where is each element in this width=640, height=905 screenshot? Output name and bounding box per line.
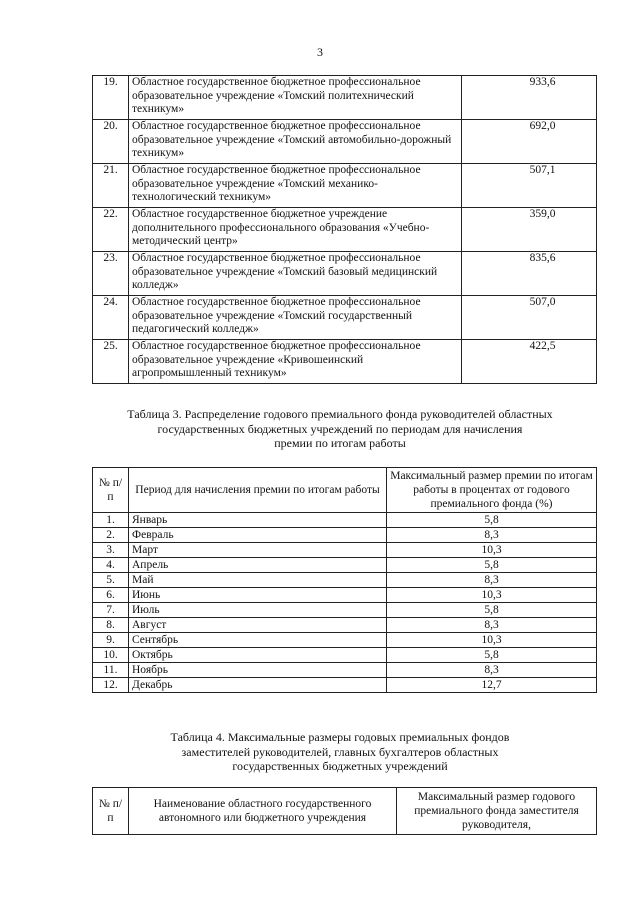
caption-line: Таблица 3. Распределение годового премиального фонда руководителей областных <box>127 407 553 421</box>
table-row <box>93 603 597 618</box>
period-name: Июль <box>129 603 387 618</box>
row-number: 8. <box>93 618 129 633</box>
row-number: 1. <box>93 513 129 528</box>
fund-value: 692,0 <box>462 120 597 164</box>
percent-value: 10,3 <box>387 633 597 648</box>
percent-value: 5,8 <box>387 603 597 618</box>
row-number: 3. <box>93 543 129 558</box>
period-name: Декабрь <box>129 678 387 693</box>
institution-name: Областное государственное бюджетное профессиональное образовательное учреждение «Томский механико-технологический техникум» <box>129 164 462 208</box>
table-header-row <box>93 468 597 513</box>
table-row <box>93 588 597 603</box>
percent-value: 5,8 <box>387 513 597 528</box>
row-number: 25. <box>93 340 129 384</box>
table-row <box>93 543 597 558</box>
row-number: 21. <box>93 164 129 208</box>
table-header-row <box>93 788 597 835</box>
caption-line: премии по итогам работы <box>274 436 406 450</box>
table-row <box>93 76 597 120</box>
period-name: Апрель <box>129 558 387 573</box>
table-row <box>93 633 597 648</box>
deputy-fund-table <box>92 787 597 835</box>
percent-value: 10,3 <box>387 588 597 603</box>
institution-name: Областное государственное бюджетное профессиональное образовательное учреждение «Томский базовый медицинский колледж» <box>129 252 462 296</box>
table-row <box>93 663 597 678</box>
row-number: 5. <box>93 573 129 588</box>
table-row <box>93 513 597 528</box>
row-number: 12. <box>93 678 129 693</box>
table4-caption <box>60 730 620 774</box>
caption-line: Таблица 4. Максимальные размеры годовых премиальных фондов <box>170 730 510 744</box>
institution-name: Областное государственное бюджетное профессиональное образовательное учреждение «Томский политехнический техникум» <box>129 76 462 120</box>
percent-value: 8,3 <box>387 573 597 588</box>
table-row <box>93 208 597 252</box>
fund-value: 507,0 <box>462 296 597 340</box>
row-number: 11. <box>93 663 129 678</box>
table-row <box>93 164 597 208</box>
fund-value: 507,1 <box>462 164 597 208</box>
table-row <box>93 618 597 633</box>
percent-value: 8,3 <box>387 528 597 543</box>
institution-name: Областное государственное бюджетное профессиональное образовательное учреждение «Томский государственный педагогический колледж» <box>129 296 462 340</box>
caption-line: государственных бюджетных учреждений <box>232 759 448 773</box>
fund-value: 359,0 <box>462 208 597 252</box>
header-institution-name: Наименование областного государственного автономного или бюджетного учреждения <box>129 788 397 835</box>
table-row <box>93 678 597 693</box>
institution-name: Областное государственное бюджетное профессиональное образовательное учреждение «Томский автомобильно-дорожный техникум» <box>129 120 462 164</box>
fund-value: 835,6 <box>462 252 597 296</box>
period-name: Ноябрь <box>129 663 387 678</box>
premium-distribution-table <box>92 467 597 693</box>
percent-value: 10,3 <box>387 543 597 558</box>
percent-value: 12,7 <box>387 678 597 693</box>
period-name: Август <box>129 618 387 633</box>
table-row <box>93 340 597 384</box>
header-num: № п/п <box>93 788 129 835</box>
page-number: 3 <box>317 45 323 59</box>
header-num: № п/п <box>93 468 129 513</box>
institution-name: Областное государственное бюджетное профессиональное образовательное учреждение «Кривошеинский агропромышленный техникум» <box>129 340 462 384</box>
header-max-size: Максимальный размер премии по итогам работы в процентах от годового премиального фонда (%) <box>387 468 597 513</box>
row-number: 4. <box>93 558 129 573</box>
percent-value: 8,3 <box>387 663 597 678</box>
row-number: 9. <box>93 633 129 648</box>
caption-line: государственных бюджетных учреждений по периодам для начисления <box>157 421 523 436</box>
institution-name: Областное государственное бюджетное учреждение дополнительного профессионального образования «Учебно-методический центр» <box>129 208 462 252</box>
table-row <box>93 528 597 543</box>
caption-line: заместителей руководителей, главных бухгалтеров областных <box>181 744 499 759</box>
table-row <box>93 573 597 588</box>
period-name: Май <box>129 573 387 588</box>
percent-value: 5,8 <box>387 558 597 573</box>
row-number: 7. <box>93 603 129 618</box>
period-name: Январь <box>129 513 387 528</box>
header-max-fund: Максимальный размер годового премиального фонда заместителя руководителя, <box>397 788 597 835</box>
period-name: Февраль <box>129 528 387 543</box>
row-number: 24. <box>93 296 129 340</box>
row-number: 2. <box>93 528 129 543</box>
period-name: Сентябрь <box>129 633 387 648</box>
percent-value: 8,3 <box>387 618 597 633</box>
table-row <box>93 120 597 164</box>
table-row <box>93 648 597 663</box>
table3-caption <box>60 407 620 451</box>
fund-value: 422,5 <box>462 340 597 384</box>
row-number: 6. <box>93 588 129 603</box>
row-number: 10. <box>93 648 129 663</box>
row-number: 23. <box>93 252 129 296</box>
row-number: 19. <box>93 76 129 120</box>
row-number: 20. <box>93 120 129 164</box>
table-row <box>93 558 597 573</box>
institutions-fund-table-continued <box>92 75 597 384</box>
period-name: Октябрь <box>129 648 387 663</box>
period-name: Март <box>129 543 387 558</box>
fund-value: 933,6 <box>462 76 597 120</box>
period-name: Июнь <box>129 588 387 603</box>
table-row <box>93 296 597 340</box>
percent-value: 5,8 <box>387 648 597 663</box>
row-number: 22. <box>93 208 129 252</box>
table-row <box>93 252 597 296</box>
header-period: Период для начисления премии по итогам работы <box>129 468 387 513</box>
